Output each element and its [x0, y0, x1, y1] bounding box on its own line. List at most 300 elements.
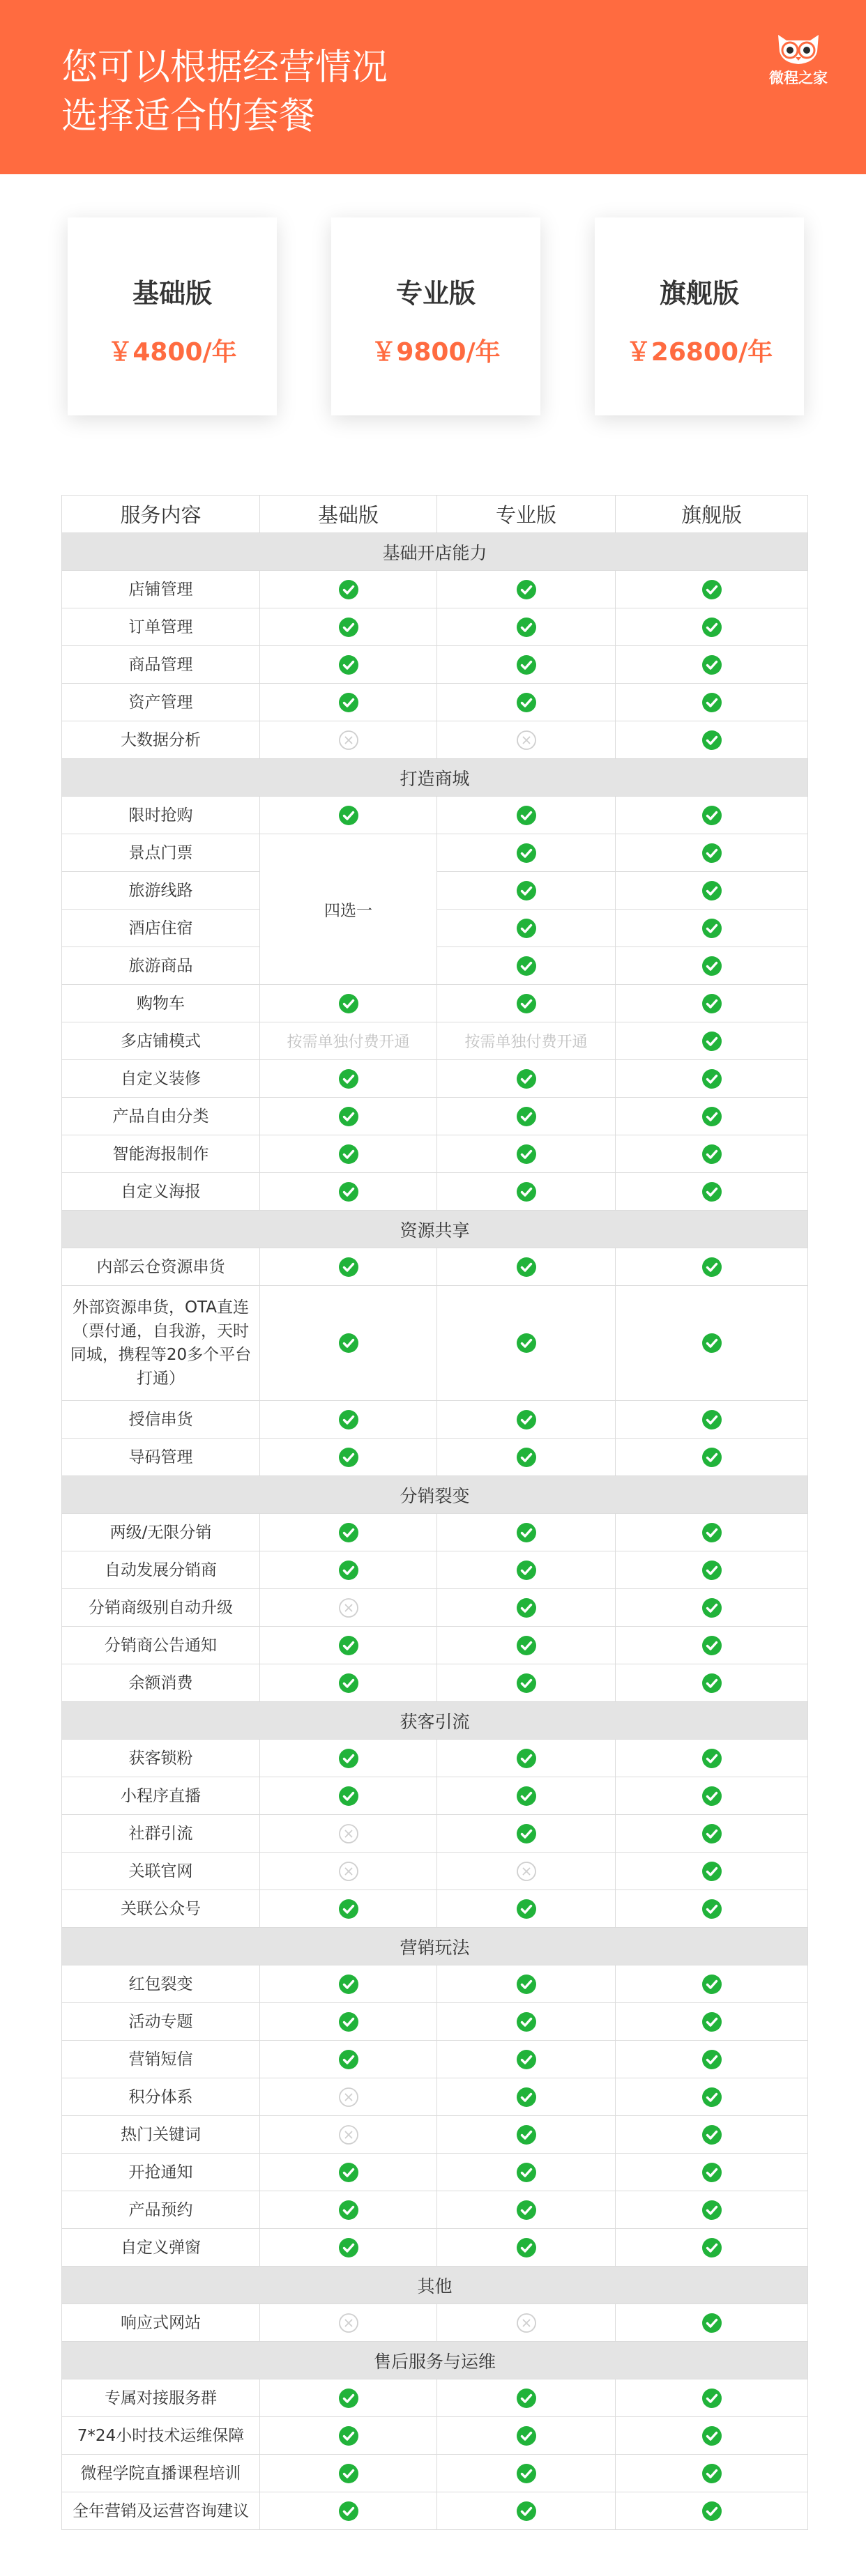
owl-icon — [774, 31, 823, 66]
check-icon — [516, 1447, 537, 1468]
included-cell — [260, 1551, 437, 1589]
check-icon — [516, 1106, 537, 1127]
feature-name: 社群引流 — [62, 1815, 260, 1853]
plan-name: 基础版 — [132, 278, 212, 309]
check-icon — [516, 654, 537, 675]
check-icon — [338, 654, 359, 675]
section-title: 资源共享 — [62, 1211, 808, 1248]
table-row — [62, 1439, 808, 1476]
check-icon — [516, 2200, 537, 2221]
included-cell — [616, 2304, 808, 2342]
feature-name: 响应式网站 — [62, 2304, 260, 2342]
table-row — [62, 571, 808, 608]
feature-name: 多店铺模式 — [62, 1022, 260, 1060]
check-icon — [701, 1257, 722, 1278]
excluded-cell — [260, 2116, 437, 2154]
table-row — [62, 1551, 808, 1589]
included-cell — [616, 1401, 808, 1439]
excluded-cell — [260, 1815, 437, 1853]
included-cell — [616, 985, 808, 1022]
check-icon — [516, 1181, 537, 1202]
check-icon — [516, 1748, 537, 1769]
included-cell — [260, 646, 437, 684]
included-cell — [437, 797, 616, 834]
table-row — [62, 2191, 808, 2229]
check-icon — [516, 2501, 537, 2522]
check-icon — [701, 805, 722, 826]
feature-name: 微程学院直播课程培训 — [62, 2455, 260, 2492]
check-icon — [516, 880, 537, 901]
check-icon — [516, 1673, 537, 1694]
table-row — [62, 1060, 808, 1098]
check-icon — [701, 1181, 722, 1202]
section-row — [62, 2267, 808, 2304]
included-cell — [616, 608, 808, 646]
headline-line-1: 您可以根据经营情况 — [61, 47, 388, 89]
included-cell — [616, 2492, 808, 2530]
check-icon — [516, 993, 537, 1014]
cross-icon — [516, 2313, 537, 2333]
table-row — [62, 2304, 808, 2342]
included-cell — [616, 1627, 808, 1664]
feature-name: 两级/无限分销 — [62, 1514, 260, 1551]
check-icon — [516, 2124, 537, 2145]
check-icon — [701, 1597, 722, 1618]
included-cell — [616, 2191, 808, 2229]
included-cell — [437, 684, 616, 721]
check-icon — [338, 1560, 359, 1581]
check-icon — [516, 1899, 537, 1919]
check-icon — [701, 2388, 722, 2409]
check-icon — [338, 579, 359, 600]
check-icon — [516, 1068, 537, 1089]
included-cell — [616, 2116, 808, 2154]
check-icon — [338, 805, 359, 826]
feature-name: 旅游线路 — [62, 872, 260, 910]
included-cell — [260, 1965, 437, 2003]
included-cell — [437, 608, 616, 646]
header-pro: 专业版 — [437, 496, 616, 533]
check-icon — [338, 2463, 359, 2484]
included-cell — [260, 1060, 437, 1098]
included-cell — [616, 1439, 808, 1476]
included-cell — [437, 872, 616, 910]
check-icon — [516, 805, 537, 826]
included-cell — [437, 1890, 616, 1928]
table-row — [62, 1135, 808, 1173]
table-row — [62, 2041, 808, 2078]
included-cell — [437, 1815, 616, 1853]
included-cell — [616, 684, 808, 721]
plan-cards — [0, 174, 866, 481]
feature-name: 积分体系 — [62, 2078, 260, 2116]
table-row — [62, 1815, 808, 1853]
included-cell — [260, 608, 437, 646]
check-icon — [516, 2011, 537, 2032]
feature-name: 自动发展分销商 — [62, 1551, 260, 1589]
included-cell — [437, 947, 616, 985]
check-icon — [516, 2463, 537, 2484]
excluded-cell — [260, 2304, 437, 2342]
excluded-cell — [260, 2078, 437, 2116]
included-cell — [616, 1022, 808, 1060]
included-cell — [437, 571, 616, 608]
check-icon — [516, 2049, 537, 2070]
check-icon — [701, 2200, 722, 2221]
included-cell — [260, 1135, 437, 1173]
feature-name: 开抢通知 — [62, 2154, 260, 2191]
section-row — [62, 1702, 808, 1740]
included-cell — [437, 2492, 616, 2530]
included-cell — [437, 2417, 616, 2455]
comparison-table-wrapper — [61, 495, 807, 2530]
check-icon — [338, 1673, 359, 1694]
included-cell — [616, 1286, 808, 1401]
included-cell — [616, 571, 808, 608]
table-row — [62, 2379, 808, 2417]
cross-icon — [338, 730, 359, 751]
section-title: 分销裂变 — [62, 1476, 808, 1514]
excluded-cell — [437, 2304, 616, 2342]
feature-name: 自定义海报 — [62, 1173, 260, 1211]
included-cell — [260, 1777, 437, 1815]
included-cell — [260, 2492, 437, 2530]
included-cell — [437, 1664, 616, 1702]
check-icon — [701, 843, 722, 864]
check-icon — [701, 1068, 722, 1089]
included-cell — [437, 2455, 616, 2492]
included-cell — [260, 1401, 437, 1439]
excluded-cell — [260, 1589, 437, 1627]
plan-price: ￥9800/年 — [371, 338, 501, 367]
check-icon — [516, 1522, 537, 1543]
included-cell — [616, 2003, 808, 2041]
feature-name: 酒店住宿 — [62, 910, 260, 947]
included-cell — [437, 1286, 616, 1401]
included-cell — [437, 2191, 616, 2229]
check-icon — [338, 1181, 359, 1202]
feature-name: 红包裂变 — [62, 1965, 260, 2003]
included-cell — [437, 1551, 616, 1589]
table-row — [62, 1248, 808, 1286]
included-cell — [616, 797, 808, 834]
included-cell — [616, 834, 808, 872]
feature-name: 景点门票 — [62, 834, 260, 872]
included-cell — [616, 1664, 808, 1702]
check-icon — [701, 579, 722, 600]
table-row — [62, 1853, 808, 1890]
included-cell — [437, 1777, 616, 1815]
check-icon — [338, 2501, 359, 2522]
check-icon — [701, 654, 722, 675]
included-cell — [616, 2154, 808, 2191]
included-cell — [616, 2229, 808, 2267]
included-cell — [616, 947, 808, 985]
included-cell — [260, 571, 437, 608]
feature-name: 全年营销及运营咨询建议 — [62, 2492, 260, 2530]
included-cell — [260, 2229, 437, 2267]
check-icon — [516, 1597, 537, 1618]
cross-icon — [338, 2124, 359, 2145]
table-row — [62, 797, 808, 834]
header-basic: 基础版 — [260, 496, 437, 533]
included-cell — [260, 1173, 437, 1211]
check-icon — [701, 2313, 722, 2333]
included-cell — [616, 646, 808, 684]
page-headline — [61, 43, 549, 141]
feature-name: 订单管理 — [62, 608, 260, 646]
check-icon — [338, 1068, 359, 1089]
included-cell — [616, 2078, 808, 2116]
table-row — [62, 1401, 808, 1439]
check-icon — [701, 1861, 722, 1882]
check-icon — [338, 1635, 359, 1656]
check-icon — [516, 2425, 537, 2446]
table-row — [62, 1965, 808, 2003]
check-icon — [338, 993, 359, 1014]
included-cell — [260, 2455, 437, 2492]
brand-name: 微程之家 — [769, 70, 828, 86]
included-cell — [437, 2116, 616, 2154]
included-cell — [437, 1627, 616, 1664]
check-icon — [338, 1144, 359, 1165]
check-icon — [516, 1257, 537, 1278]
check-icon — [516, 1144, 537, 1165]
check-icon — [516, 956, 537, 976]
included-cell — [616, 1098, 808, 1135]
included-cell — [260, 985, 437, 1022]
check-icon — [338, 2200, 359, 2221]
table-row — [62, 1514, 808, 1551]
feature-name: 智能海报制作 — [62, 1135, 260, 1173]
cross-icon — [338, 1597, 359, 1618]
included-cell — [616, 872, 808, 910]
feature-name: 资产管理 — [62, 684, 260, 721]
merged-cell: 四选一 — [260, 834, 437, 985]
section-row — [62, 533, 808, 571]
cross-icon — [338, 1861, 359, 1882]
included-cell — [616, 1060, 808, 1098]
feature-name: 7*24小时技术运维保障 — [62, 2417, 260, 2455]
paid-addon-note: 按需单独付费开通 — [260, 1022, 437, 1060]
check-icon — [516, 1560, 537, 1581]
feature-name: 自定义装修 — [62, 1060, 260, 1098]
included-cell — [616, 2379, 808, 2417]
included-cell — [260, 1664, 437, 1702]
section-title: 基础开店能力 — [62, 533, 808, 571]
check-icon — [338, 2049, 359, 2070]
check-icon — [701, 1409, 722, 1430]
check-icon — [701, 1899, 722, 1919]
check-icon — [338, 1409, 359, 1430]
check-icon — [338, 2162, 359, 2183]
table-row — [62, 1589, 808, 1627]
check-icon — [338, 1106, 359, 1127]
included-cell — [260, 2003, 437, 2041]
check-icon — [338, 1786, 359, 1807]
table-row — [62, 1098, 808, 1135]
check-icon — [338, 2425, 359, 2446]
included-cell — [437, 1173, 616, 1211]
check-icon — [701, 1823, 722, 1844]
table-row — [62, 2078, 808, 2116]
check-icon — [701, 1031, 722, 1052]
check-icon — [516, 1409, 537, 1430]
check-icon — [516, 843, 537, 864]
brand-logo — [767, 31, 830, 88]
included-cell — [616, 1173, 808, 1211]
feature-name: 关联公众号 — [62, 1890, 260, 1928]
section-row — [62, 1476, 808, 1514]
included-cell — [260, 1248, 437, 1286]
included-cell — [437, 646, 616, 684]
section-title: 营销玩法 — [62, 1928, 808, 1965]
table-row — [62, 1022, 808, 1060]
check-icon — [701, 2124, 722, 2145]
check-icon — [516, 1786, 537, 1807]
check-icon — [701, 2501, 722, 2522]
check-icon — [338, 692, 359, 713]
feature-name: 产品预约 — [62, 2191, 260, 2229]
check-icon — [701, 2162, 722, 2183]
excluded-cell — [437, 1853, 616, 1890]
check-icon — [338, 1447, 359, 1468]
check-icon — [338, 1899, 359, 1919]
check-icon — [516, 1974, 537, 1995]
included-cell — [260, 684, 437, 721]
feature-name: 自定义弹窗 — [62, 2229, 260, 2267]
headline-line-2: 选择适合的套餐 — [61, 95, 316, 137]
check-icon — [701, 956, 722, 976]
check-icon — [516, 617, 537, 638]
header-banner — [0, 0, 866, 174]
included-cell — [616, 1740, 808, 1777]
included-cell — [616, 1135, 808, 1173]
cross-icon — [338, 1823, 359, 1844]
table-row — [62, 2116, 808, 2154]
included-cell — [437, 1589, 616, 1627]
included-cell — [437, 1098, 616, 1135]
plan-name: 专业版 — [395, 278, 476, 309]
feature-name: 导码管理 — [62, 1439, 260, 1476]
check-icon — [516, 692, 537, 713]
table-row — [62, 2003, 808, 2041]
header-service: 服务内容 — [62, 496, 260, 533]
section-title: 其他 — [62, 2267, 808, 2304]
included-cell — [260, 2041, 437, 2078]
plan-card-basic[interactable] — [68, 217, 277, 415]
check-icon — [516, 2087, 537, 2108]
included-cell — [260, 1098, 437, 1135]
included-cell — [616, 1853, 808, 1890]
feature-name: 旅游商品 — [62, 947, 260, 985]
table-row — [62, 2229, 808, 2267]
included-cell — [616, 910, 808, 947]
check-icon — [701, 1522, 722, 1543]
check-icon — [516, 579, 537, 600]
check-icon — [338, 2011, 359, 2032]
included-cell — [437, 1401, 616, 1439]
section-row — [62, 2342, 808, 2379]
feature-name: 热门关键词 — [62, 2116, 260, 2154]
plan-card-flagship[interactable] — [595, 217, 804, 415]
table-row — [62, 684, 808, 721]
check-icon — [338, 1974, 359, 1995]
feature-name: 授信串货 — [62, 1401, 260, 1439]
feature-name: 获客锁粉 — [62, 1740, 260, 1777]
check-icon — [701, 1635, 722, 1656]
feature-name: 外部资源串货，OTA直连（票付通，自我游，天时同城，携程等20多个平台打通） — [62, 1286, 260, 1401]
section-row — [62, 1928, 808, 1965]
included-cell — [260, 1890, 437, 1928]
included-cell — [616, 2041, 808, 2078]
check-icon — [338, 1333, 359, 1354]
included-cell — [260, 2154, 437, 2191]
included-cell — [260, 2191, 437, 2229]
feature-name: 内部云仓资源串货 — [62, 1248, 260, 1286]
check-icon — [701, 1333, 722, 1354]
check-icon — [338, 1257, 359, 1278]
included-cell — [437, 1514, 616, 1551]
check-icon — [701, 2463, 722, 2484]
section-row — [62, 1211, 808, 1248]
included-cell — [437, 2078, 616, 2116]
check-icon — [701, 1786, 722, 1807]
cross-icon — [516, 730, 537, 751]
plan-card-pro[interactable] — [331, 217, 540, 415]
included-cell — [260, 2417, 437, 2455]
check-icon — [701, 1106, 722, 1127]
section-title: 打造商城 — [62, 759, 808, 797]
included-cell — [437, 1740, 616, 1777]
included-cell — [260, 797, 437, 834]
included-cell — [437, 2379, 616, 2417]
feature-name: 产品自由分类 — [62, 1098, 260, 1135]
feature-name: 余额消费 — [62, 1664, 260, 1702]
check-icon — [338, 2237, 359, 2258]
table-row — [62, 2154, 808, 2191]
included-cell — [437, 910, 616, 947]
check-icon — [701, 1748, 722, 1769]
included-cell — [437, 2154, 616, 2191]
feature-name: 分销商公告通知 — [62, 1627, 260, 1664]
table-body — [62, 533, 808, 2530]
included-cell — [616, 2455, 808, 2492]
feature-name: 商品管理 — [62, 646, 260, 684]
included-cell — [616, 1890, 808, 1928]
included-cell — [616, 1965, 808, 2003]
check-icon — [516, 918, 537, 939]
included-cell — [260, 1286, 437, 1401]
included-cell — [616, 1514, 808, 1551]
section-row — [62, 759, 808, 797]
check-icon — [701, 2087, 722, 2108]
included-cell — [437, 1248, 616, 1286]
table-row — [62, 2417, 808, 2455]
check-icon — [701, 1447, 722, 1468]
table-row — [62, 1664, 808, 1702]
table-row — [62, 1286, 808, 1401]
check-icon — [701, 1144, 722, 1165]
plan-name: 旗舰版 — [659, 278, 739, 309]
excluded-cell — [260, 1853, 437, 1890]
check-icon — [701, 2425, 722, 2446]
check-icon — [701, 730, 722, 751]
check-icon — [701, 2237, 722, 2258]
check-icon — [338, 2388, 359, 2409]
feature-name: 关联官网 — [62, 1853, 260, 1890]
check-icon — [516, 1333, 537, 1354]
